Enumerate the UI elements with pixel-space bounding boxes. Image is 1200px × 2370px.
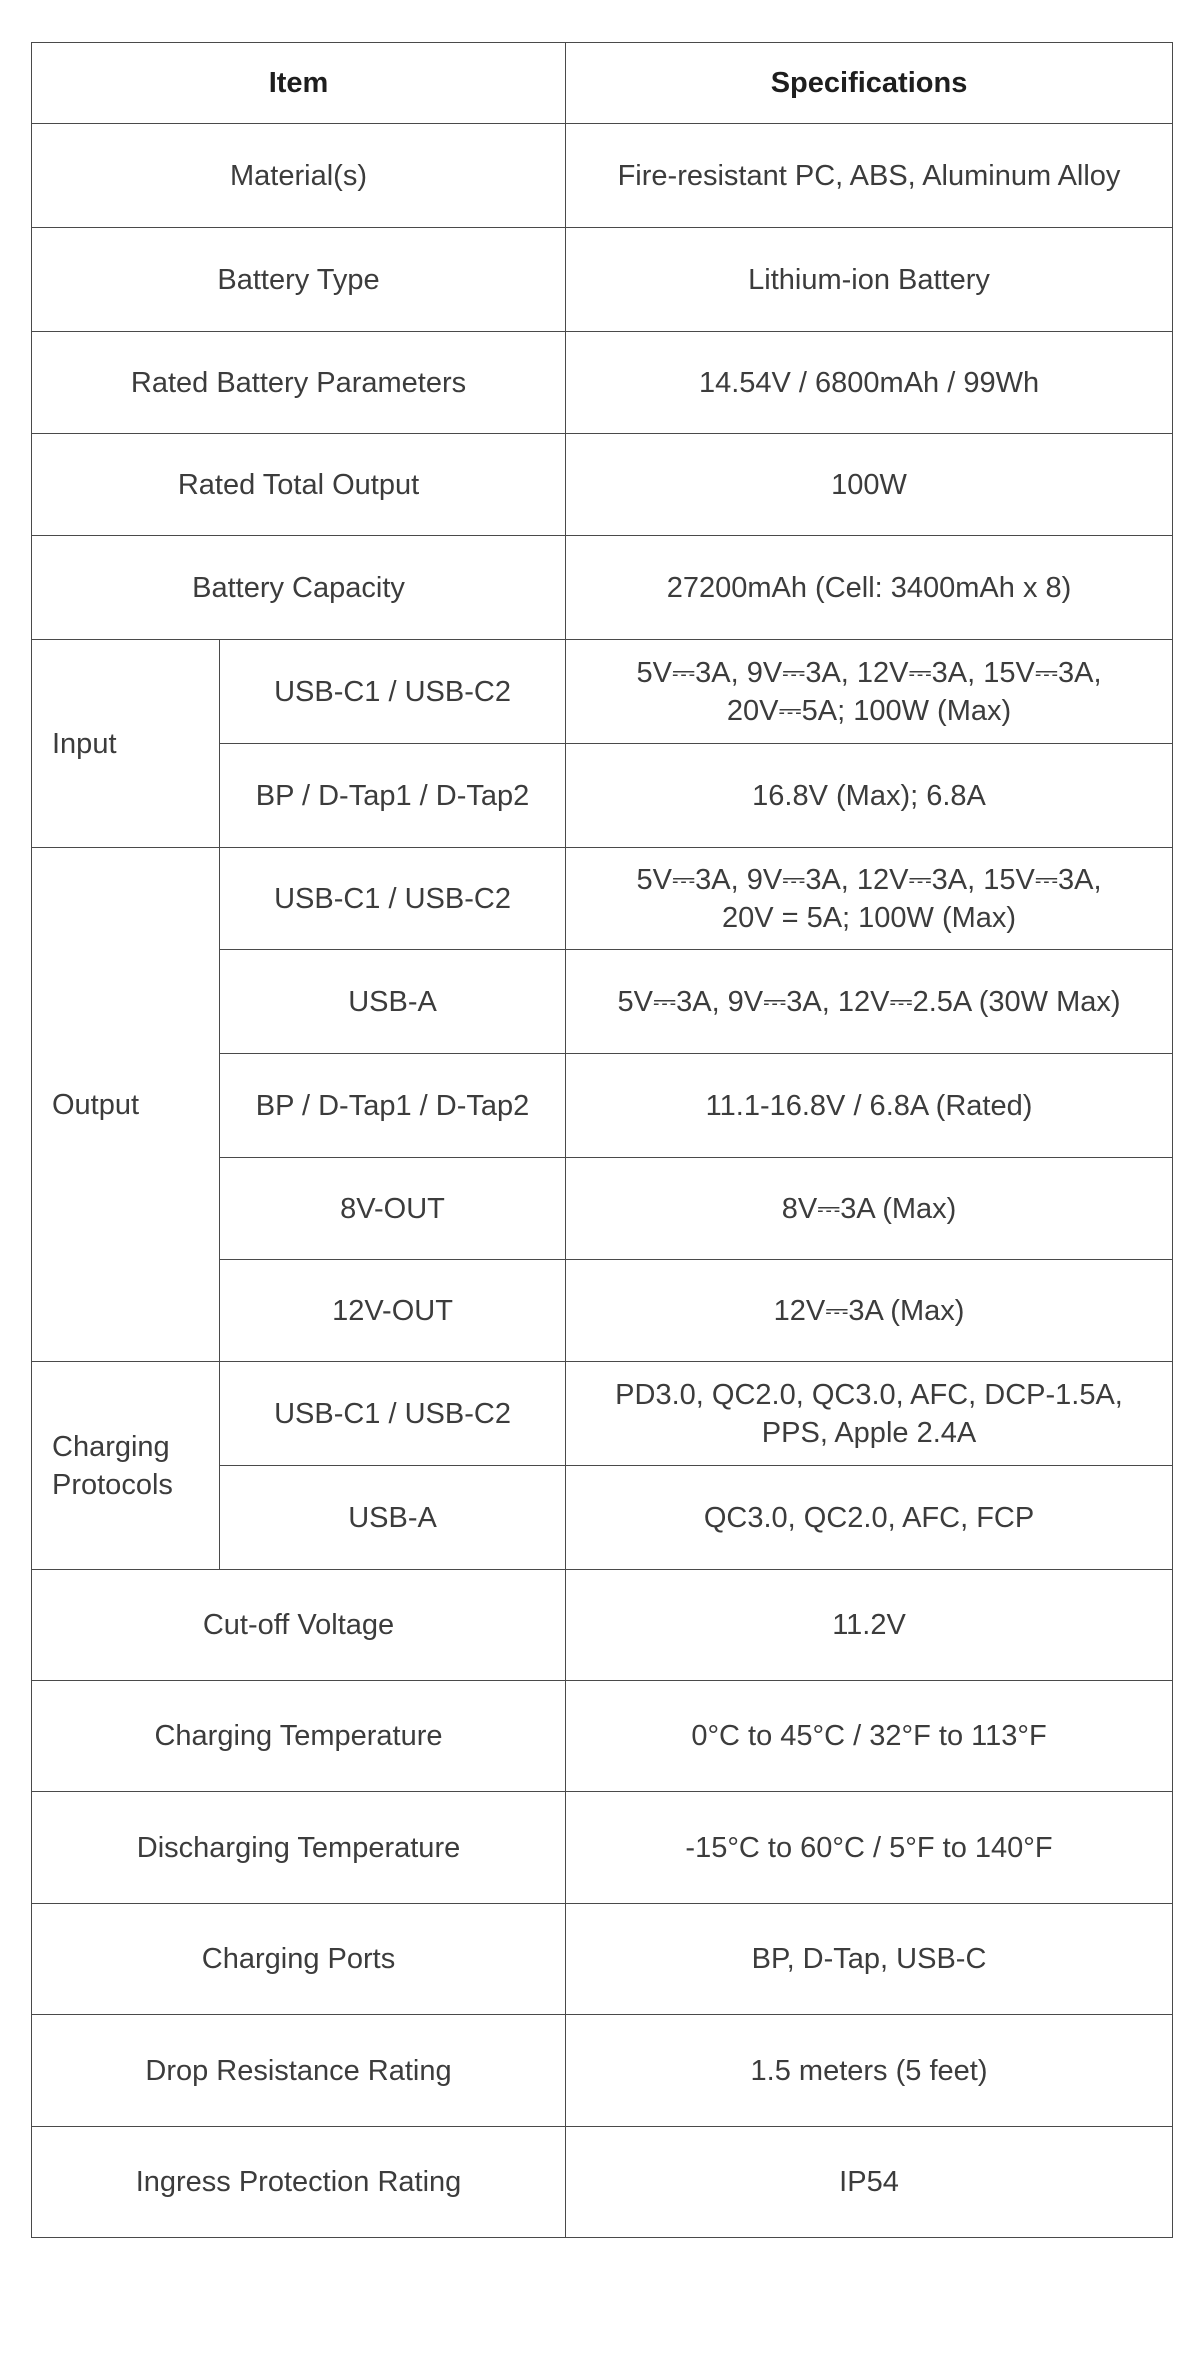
spec-line: 20V⎓5A; 100W (Max) — [726, 694, 1012, 727]
item-cell: Discharging Temperature — [32, 1792, 566, 1904]
item-cell: USB-C1 / USB-C2 — [220, 848, 566, 950]
item-cell: Rated Battery Parameters — [32, 332, 566, 434]
table-row — [32, 1792, 1173, 1904]
item-cell: Rated Total Output — [32, 434, 566, 536]
item-cell: Battery Type — [32, 228, 566, 332]
item-cell: Ingress Protection Rating — [32, 2127, 566, 2238]
spec-line: 20V = 5A; 100W (Max) — [721, 901, 1017, 934]
table-row — [32, 1904, 1173, 2015]
table-header-row — [32, 43, 1173, 124]
table-row — [32, 1362, 1173, 1466]
specifications-table — [31, 42, 1173, 2238]
table-row — [32, 640, 1173, 744]
spec-cell: 100W — [566, 434, 1173, 536]
table-row — [32, 2127, 1173, 2238]
spec-cell: BP, D-Tap, USB-C — [566, 1904, 1173, 2015]
item-cell: Charging Temperature — [32, 1681, 566, 1792]
spec-cell: 8V⎓3A (Max) — [566, 1158, 1173, 1260]
table-row — [32, 332, 1173, 434]
spec-cell: IP54 — [566, 2127, 1173, 2238]
spec-cell: -15°C to 60°C / 5°F to 140°F — [566, 1792, 1173, 1904]
spec-cell: 5V⎓3A, 9V⎓3A, 12V⎓2.5A (30W Max) — [566, 950, 1173, 1054]
input-group-label: Input — [32, 640, 220, 848]
spec-cell — [566, 640, 1173, 744]
spec-cell: 11.1-16.8V / 6.8A (Rated) — [566, 1054, 1173, 1158]
output-group-label: Output — [32, 848, 220, 1362]
spec-cell: 11.2V — [566, 1570, 1173, 1681]
table-row — [32, 434, 1173, 536]
spec-cell: 1.5 meters (5 feet) — [566, 2015, 1173, 2127]
item-cell: USB-C1 / USB-C2 — [220, 640, 566, 744]
spec-cell: Fire-resistant PC, ABS, Aluminum Alloy — [566, 124, 1173, 228]
spec-cell: 0°C to 45°C / 32°F to 113°F — [566, 1681, 1173, 1792]
table-row — [32, 536, 1173, 640]
header-specifications: Specifications — [566, 43, 1173, 124]
item-cell: BP / D-Tap1 / D-Tap2 — [220, 744, 566, 848]
table-row — [32, 228, 1173, 332]
spec-cell — [566, 1362, 1173, 1466]
spec-line: 5V⎓3A, 9V⎓3A, 12V⎓3A, 15V⎓3A, — [636, 863, 1102, 896]
item-cell: USB-A — [220, 950, 566, 1054]
spec-cell: 12V⎓3A (Max) — [566, 1260, 1173, 1362]
spec-cell: 14.54V / 6800mAh / 99Wh — [566, 332, 1173, 434]
item-cell: 8V-OUT — [220, 1158, 566, 1260]
spec-line: 5V⎓3A, 9V⎓3A, 12V⎓3A, 15V⎓3A, — [636, 656, 1102, 689]
item-cell: BP / D-Tap1 / D-Tap2 — [220, 1054, 566, 1158]
spec-cell: 27200mAh (Cell: 3400mAh x 8) — [566, 536, 1173, 640]
table-row — [32, 2015, 1173, 2127]
spec-line: PD3.0, QC2.0, QC3.0, AFC, DCP-1.5A, — [615, 1378, 1123, 1411]
table-row — [32, 1570, 1173, 1681]
item-cell: Drop Resistance Rating — [32, 2015, 566, 2127]
item-cell: Cut-off Voltage — [32, 1570, 566, 1681]
table-row — [32, 124, 1173, 228]
header-item: Item — [32, 43, 566, 124]
item-cell: USB-C1 / USB-C2 — [220, 1362, 566, 1466]
table-row — [32, 1681, 1173, 1792]
item-cell: USB-A — [220, 1466, 566, 1570]
spec-cell: Lithium-ion Battery — [566, 228, 1173, 332]
group-label-line: Charging — [52, 1430, 170, 1463]
group-label-line: Protocols — [52, 1468, 173, 1501]
item-cell: 12V-OUT — [220, 1260, 566, 1362]
item-cell: Material(s) — [32, 124, 566, 228]
spec-cell: 16.8V (Max); 6.8A — [566, 744, 1173, 848]
table-row — [32, 848, 1173, 950]
item-cell: Battery Capacity — [32, 536, 566, 640]
charging-protocols-group-label — [32, 1362, 220, 1570]
spec-cell — [566, 848, 1173, 950]
spec-line: PPS, Apple 2.4A — [761, 1416, 977, 1449]
spec-cell: QC3.0, QC2.0, AFC, FCP — [566, 1466, 1173, 1570]
item-cell: Charging Ports — [32, 1904, 566, 2015]
